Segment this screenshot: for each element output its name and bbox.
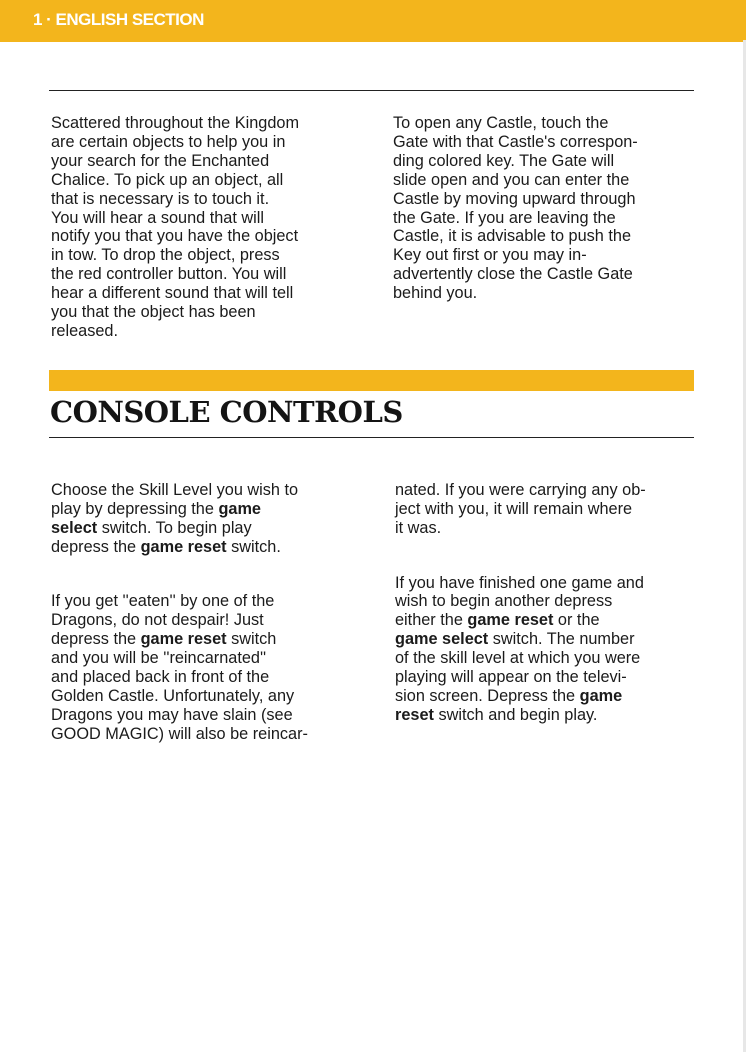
objects-right-paragraph: To open any Castle, touch the Gate with that Castle's correspon- ding colored key. The Gate will slide open and you can enter the Castle by moving upward through the Gate. If you are leaving the Castle, it is advisable to push the Key out first or you may in- advertently close the Castle Gate behind you. <box>393 114 638 303</box>
game-select-keyword: game select <box>395 630 489 649</box>
objects-left-paragraph: Scattered throughout the Kingdom are certain objects to help you in your search for the Enchanted Chalice. To pick up an object, all that is necessary is to touch it. You will hear a sound that will notify you that you have the object in tow. To drop the object, press the red controller button. You will hear a different sound that will tell you that the object has been released. <box>51 114 300 340</box>
section-header-bar <box>0 0 746 42</box>
game-reset-keyword: game reset <box>467 611 554 630</box>
game-reset-keyword: game reset <box>140 630 227 649</box>
top-divider <box>49 90 694 91</box>
game-select-keyword: game select <box>51 499 261 537</box>
section-title: CONSOLE CONTROLS <box>50 395 403 429</box>
console-right-column <box>395 462 715 761</box>
section-label: 1 · ENGLISH SECTION <box>33 10 204 29</box>
game-reset-keyword: game reset <box>395 686 623 724</box>
new-game-paragraph: If you have finished one game and wish to begin another depress either the game reset or the game select switch. The number of the skill level at which you were playing will appear on the televi- sion screen. Depress the game reset switch and begin play. <box>395 573 644 724</box>
eaten-paragraph: If you get ''eaten'' by one of the Dragons, do not despair! Just depress the game reset switch and you will be ''reincarnated'' and placed back in front of the Golden Castle. Unfortunately, any Dragons you may have slain (see GOOD MAGIC) will also be reincar- <box>51 592 308 743</box>
carrying-paragraph: nated. If you were carrying any ob- ject with you, it will remain where it was. <box>395 480 646 537</box>
console-left-column <box>51 462 371 780</box>
title-divider <box>49 437 694 438</box>
game-reset-keyword: game reset <box>140 537 227 556</box>
console-controls-bar <box>49 370 694 391</box>
skill-level-paragraph: Choose the Skill Level you wish to play by depressing the game select switch. To begin play depress the game reset switch. <box>51 480 299 556</box>
